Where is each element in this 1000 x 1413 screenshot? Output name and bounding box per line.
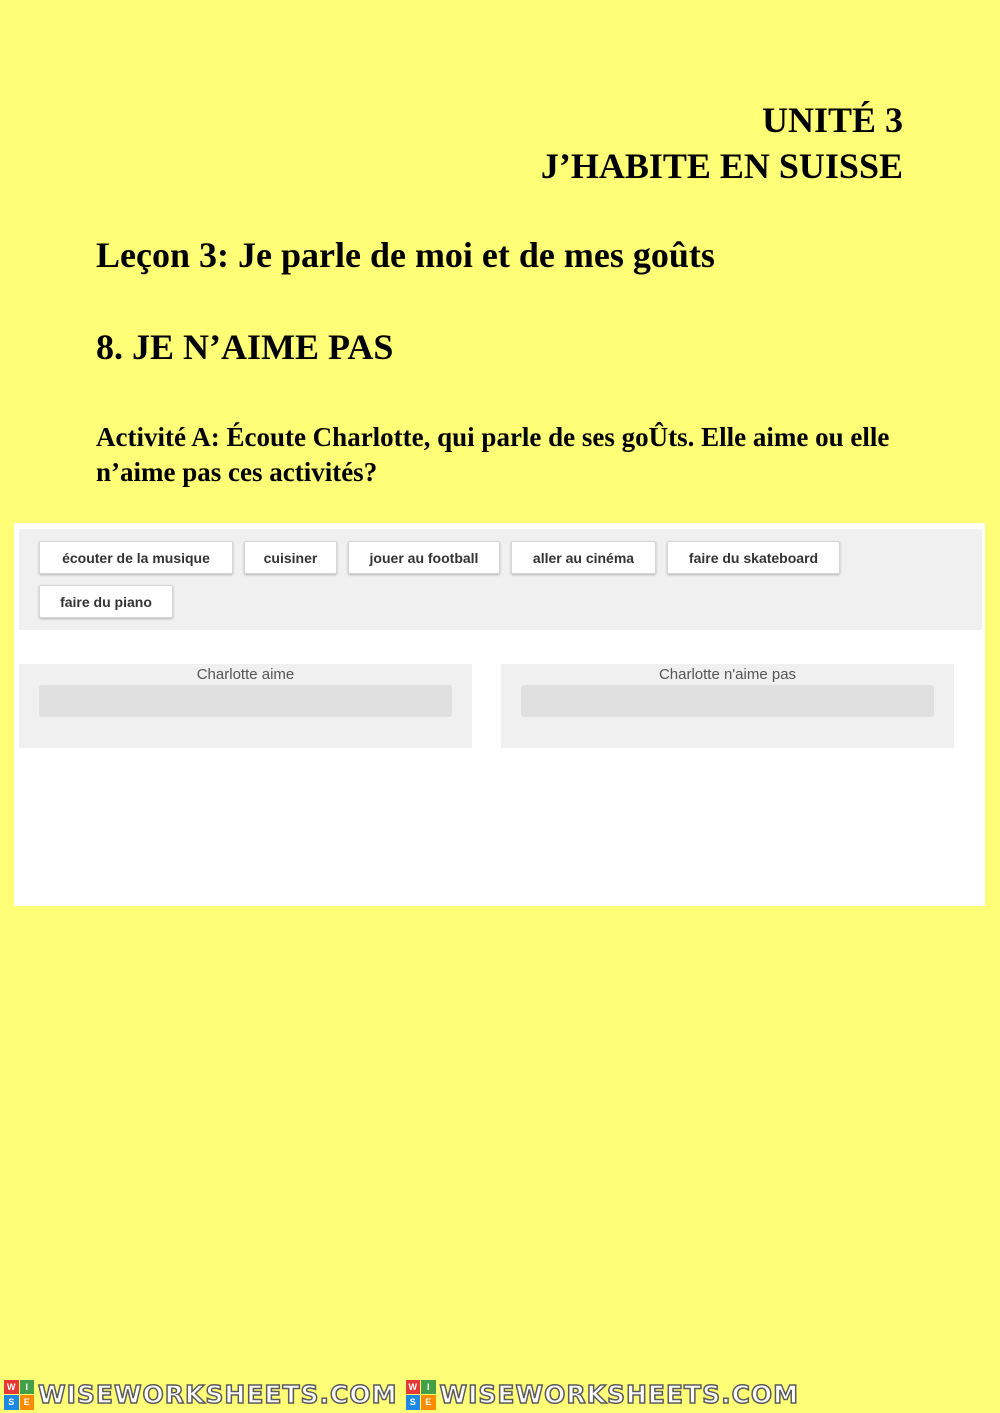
draggable-word-chip[interactable]: écouter de la musique — [39, 541, 233, 574]
drag-drop-activity — [14, 523, 985, 906]
watermark-text: WISEWORKSHEETS.COM — [439, 1380, 800, 1409]
drop-slot[interactable] — [521, 685, 934, 717]
unit-header — [541, 97, 903, 189]
logo-icon: W I S E — [4, 1380, 34, 1410]
draggable-word-chip[interactable]: jouer au football — [348, 541, 500, 574]
logo-icon: W I S E — [406, 1380, 436, 1410]
drop-zone-label: Charlotte n'aime pas — [658, 666, 797, 683]
activity-instruction: Activité A: Écoute Charlotte, qui parle de ses goÛts. Elle aime ou elle n’aime pas ces activités? — [96, 422, 890, 487]
watermark-footer — [0, 1376, 1000, 1413]
draggable-word-chip[interactable]: faire du piano — [39, 585, 173, 618]
drop-zone-likes — [19, 664, 472, 748]
draggable-word-chip[interactable]: aller au cinéma — [511, 541, 656, 574]
unit-number: UNITÉ 3 — [761, 100, 903, 140]
word-bank — [19, 529, 982, 630]
watermark-text: WISEWORKSHEETS.COM — [38, 1380, 398, 1409]
watermark-group — [4, 1380, 398, 1410]
drop-slot[interactable] — [39, 685, 452, 717]
drop-zone-label: Charlotte aime — [196, 666, 295, 683]
section-title: 8. JE N’AIME PAS — [96, 327, 394, 367]
draggable-word-chip[interactable]: cuisiner — [244, 541, 337, 574]
lesson-title: Leçon 3: Je parle de moi et de mes goûts — [96, 235, 715, 275]
watermark-group — [406, 1380, 800, 1410]
draggable-word-chip[interactable]: faire du skateboard — [667, 541, 840, 574]
drop-zone-dislikes — [501, 664, 954, 748]
unit-title: J’HABITE EN SUISSE — [540, 146, 903, 186]
